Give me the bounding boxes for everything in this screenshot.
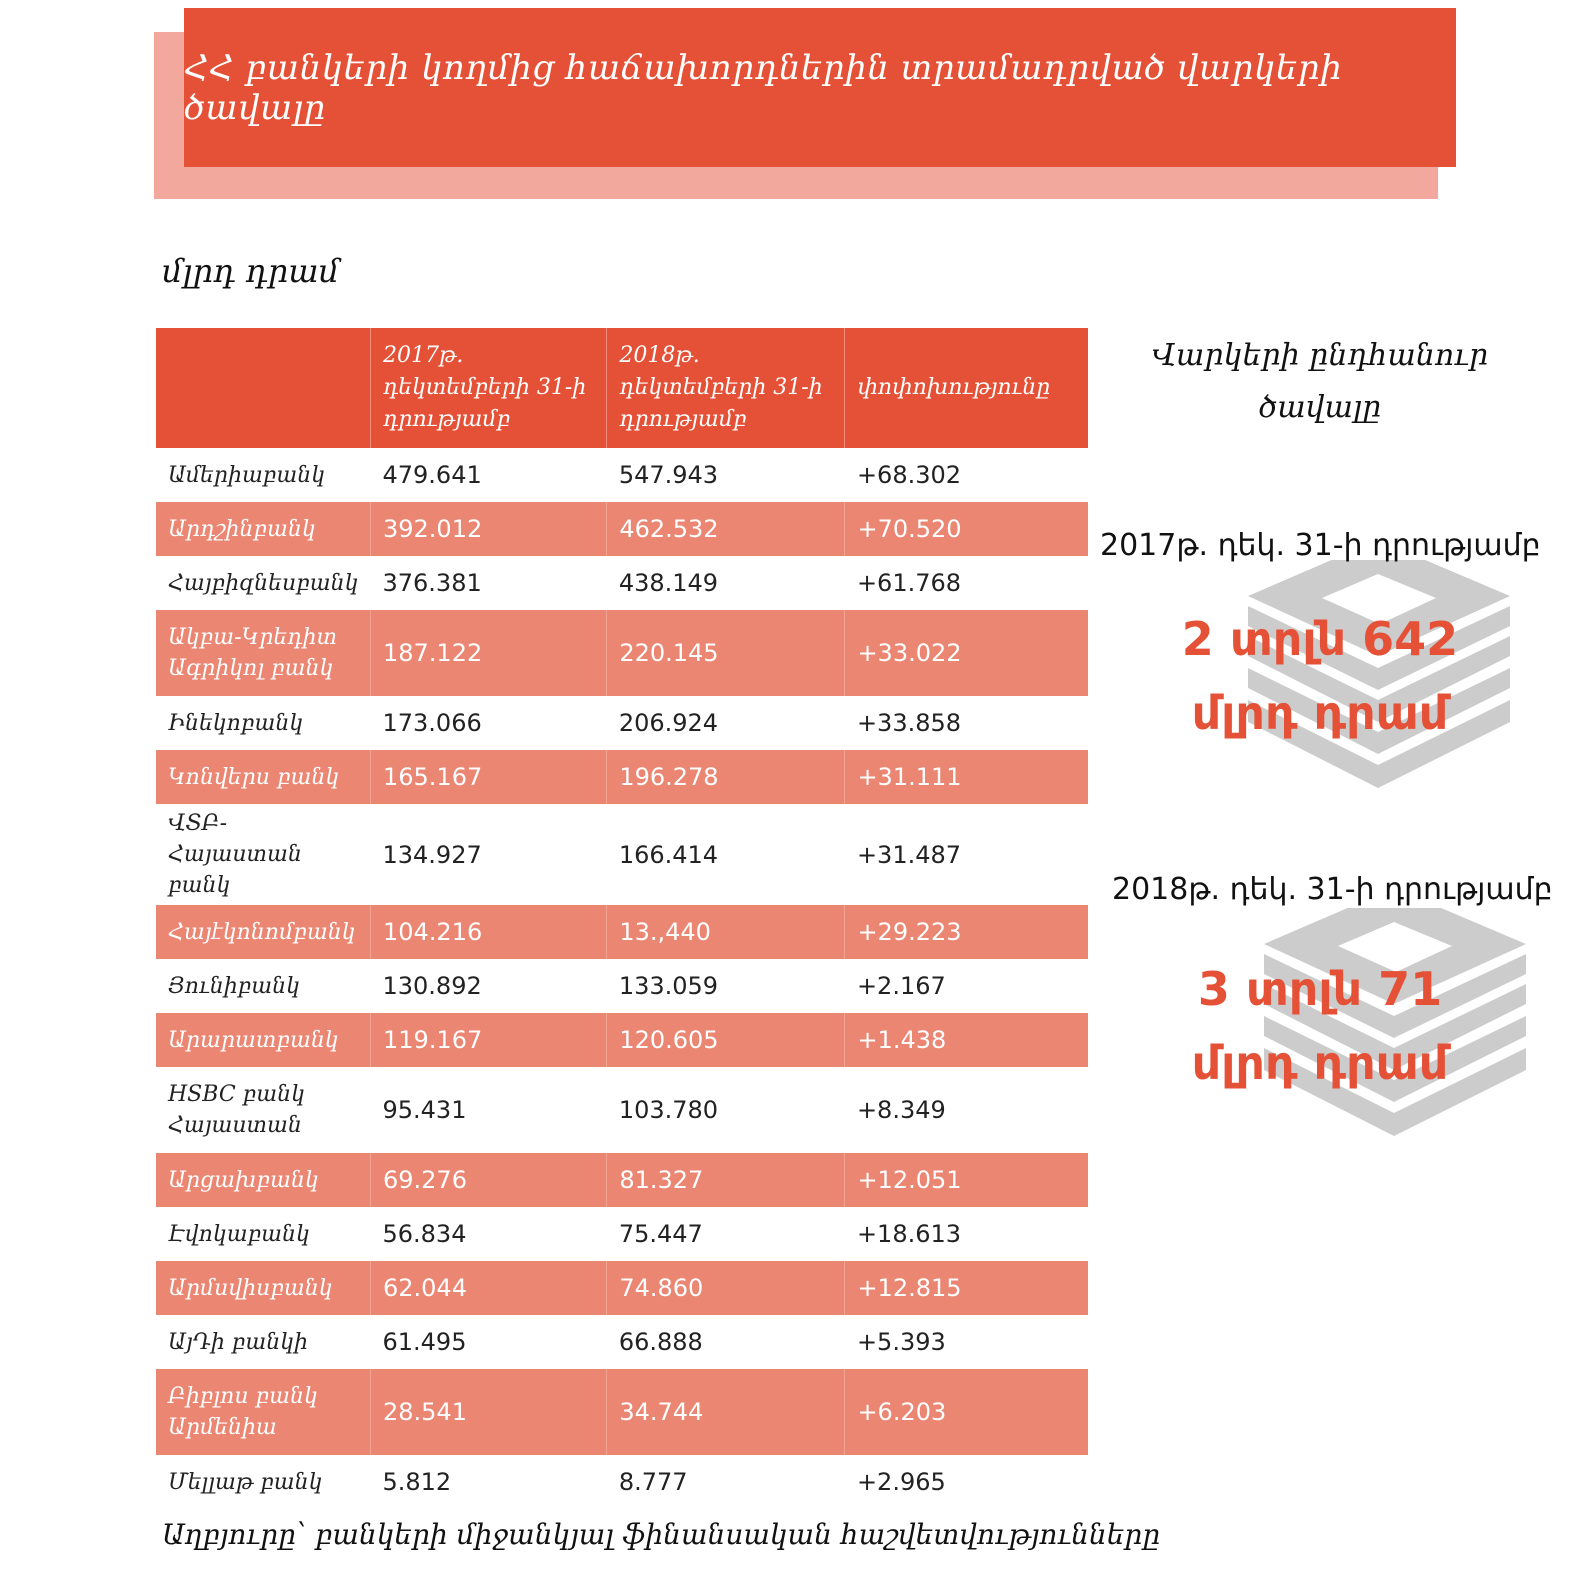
value-2017-cell: 479.641 (382, 461, 482, 489)
change-cell: +12.815 (845, 1261, 1088, 1315)
change-cell: +6.203 (845, 1369, 1088, 1455)
value-2017-cell: 95.431 (382, 1096, 467, 1124)
value-2017-cell: 392.012 (370, 502, 606, 556)
table-row (156, 1369, 1088, 1455)
value-2018-cell: 220.145 (607, 610, 845, 696)
table-row (156, 1207, 1088, 1261)
stat-2017-value: 2 տրլն 642 մլրդ դրամ (1181, 612, 1459, 740)
table-row (156, 502, 1088, 556)
value-2017-cell: 173.066 (382, 709, 482, 737)
value-2017-cell: 56.834 (382, 1220, 467, 1248)
change-cell: +12.051 (845, 1153, 1088, 1207)
value-2018-cell: 66.888 (618, 1328, 703, 1356)
bank-name-cell: Կոնվերս բանկ (156, 750, 370, 804)
change-cell: +2.167 (856, 972, 946, 1000)
bank-name-cell: Արցախբանկ (156, 1153, 370, 1207)
value-2017-cell: 376.381 (382, 569, 482, 597)
header-bank (156, 328, 370, 448)
header-2017: 2017թ. դեկտեմբերի 31-ի դրությամբ (370, 328, 606, 448)
value-2017-cell: 28.541 (370, 1369, 606, 1455)
change-cell: +31.111 (845, 750, 1088, 804)
change-cell: +68.302 (856, 461, 962, 489)
bank-name-cell: Արդշինբանկ (156, 502, 370, 556)
header-change: փոփոխությունը (845, 328, 1088, 448)
bank-name-cell: Բիբլոս բանկ Արմենիա (156, 1369, 370, 1455)
value-2018-cell: 196.278 (607, 750, 845, 804)
table-row (156, 750, 1088, 804)
value-2017-cell: 130.892 (382, 972, 482, 1000)
bank-name-cell: Հայէկոնոմբանկ (156, 905, 370, 959)
summary-title: Վարկերի ընդհանուր ծավալը (1151, 338, 1489, 425)
stat-2018-value: 3 տրլն 71 մլրդ դրամ (1191, 962, 1449, 1090)
stat-2018-label: 2018թ. դեկ. 31-ի դրությամբ (1112, 872, 1553, 907)
bank-name-cell: Ակբա-Կրեդիտ Ագրիկոլ բանկ (156, 610, 370, 696)
table-row (156, 1153, 1088, 1207)
bank-name-cell: Արարատբանկ (156, 1013, 370, 1067)
bank-name-cell: Ամերիաբանկ (168, 462, 326, 488)
value-2018-cell: 81.327 (607, 1153, 845, 1207)
table-body (156, 448, 1088, 1509)
change-cell: +8.349 (856, 1096, 946, 1124)
table-row (156, 1261, 1088, 1315)
value-2018-cell: 74.860 (607, 1261, 845, 1315)
table-row (156, 959, 1088, 1013)
change-cell: +33.022 (845, 610, 1088, 696)
value-2017-cell: 62.044 (370, 1261, 606, 1315)
value-2018-cell: 166.414 (618, 840, 719, 869)
change-cell: +31.487 (856, 840, 962, 869)
change-cell: +18.613 (856, 1220, 962, 1248)
value-2018-cell: 34.744 (607, 1369, 845, 1455)
header-2018: 2018թ. դեկտեմբերի 31-ի դրությամբ (607, 328, 845, 448)
table-row (156, 1455, 1088, 1509)
table-row (156, 905, 1088, 959)
bank-name-cell: Արմսվիսբանկ (156, 1261, 370, 1315)
bank-name-cell: Էվոկաբանկ (168, 1221, 310, 1247)
loans-table (156, 328, 1088, 1509)
value-2017-cell: 69.276 (370, 1153, 606, 1207)
table-row (156, 1013, 1088, 1067)
bank-name-cell: Մելլաթ բանկ (168, 1469, 323, 1495)
bank-name-cell: Յունիբանկ (168, 973, 300, 999)
value-2017-cell: 5.812 (382, 1468, 452, 1496)
table-row (156, 448, 1088, 502)
table-row (156, 1067, 1088, 1153)
change-cell: +2.965 (856, 1468, 946, 1496)
bank-name-cell: ՎՏԲ-Հայաստան բանկ (168, 811, 302, 898)
value-2017-cell: 187.122 (370, 610, 606, 696)
change-cell: +61.768 (856, 569, 962, 597)
value-2018-cell: 462.532 (607, 502, 845, 556)
table-row (156, 556, 1088, 610)
value-2018-cell: 133.059 (618, 972, 719, 1000)
table-row (156, 804, 1088, 905)
change-cell: +70.520 (845, 502, 1088, 556)
table-header-row (156, 328, 1088, 448)
page-title: ՀՀ բանկերի կողմից հաճախորդներին տրամադրված վարկերի ծավալը (184, 47, 1343, 128)
title-banner (184, 8, 1456, 167)
table-row (156, 610, 1088, 696)
value-2017-cell: 165.167 (370, 750, 606, 804)
change-cell: +33.858 (856, 709, 962, 737)
value-2018-cell: 120.605 (607, 1013, 845, 1067)
value-2018-cell: 13.,440 (607, 905, 845, 959)
value-2018-cell: 547.943 (618, 461, 719, 489)
change-cell: +1.438 (845, 1013, 1088, 1067)
value-2017-cell: 61.495 (382, 1328, 467, 1356)
table-row (156, 1315, 1088, 1369)
value-2017-cell: 119.167 (370, 1013, 606, 1067)
unit-label: մլրդ դրամ (162, 252, 340, 290)
bank-name-cell: ԱյԴի բանկի (168, 1329, 309, 1355)
value-2017-cell: 134.927 (382, 840, 482, 869)
source-note: Աղբյուրը՝ բանկերի միջանկյալ ֆինանսական հաշվետվությունները (162, 1518, 1161, 1551)
value-2018-cell: 103.780 (618, 1096, 719, 1124)
bank-name-cell: Հայբիզնեսբանկ (168, 570, 359, 596)
table-row (156, 696, 1088, 750)
change-cell: +5.393 (856, 1328, 946, 1356)
value-2018-cell: 75.447 (618, 1220, 703, 1248)
change-cell: +29.223 (845, 905, 1088, 959)
value-2018-cell: 206.924 (618, 709, 719, 737)
value-2018-cell: 8.777 (618, 1468, 688, 1496)
value-2017-cell: 104.216 (370, 905, 606, 959)
value-2018-cell: 438.149 (618, 569, 719, 597)
stat-2017-label: 2017թ. դեկ. 31-ի դրությամբ (1100, 528, 1541, 563)
bank-name-cell: Ինեկոբանկ (168, 710, 304, 736)
bank-name-cell: HSBC բանկ Հայաստան (168, 1082, 305, 1138)
